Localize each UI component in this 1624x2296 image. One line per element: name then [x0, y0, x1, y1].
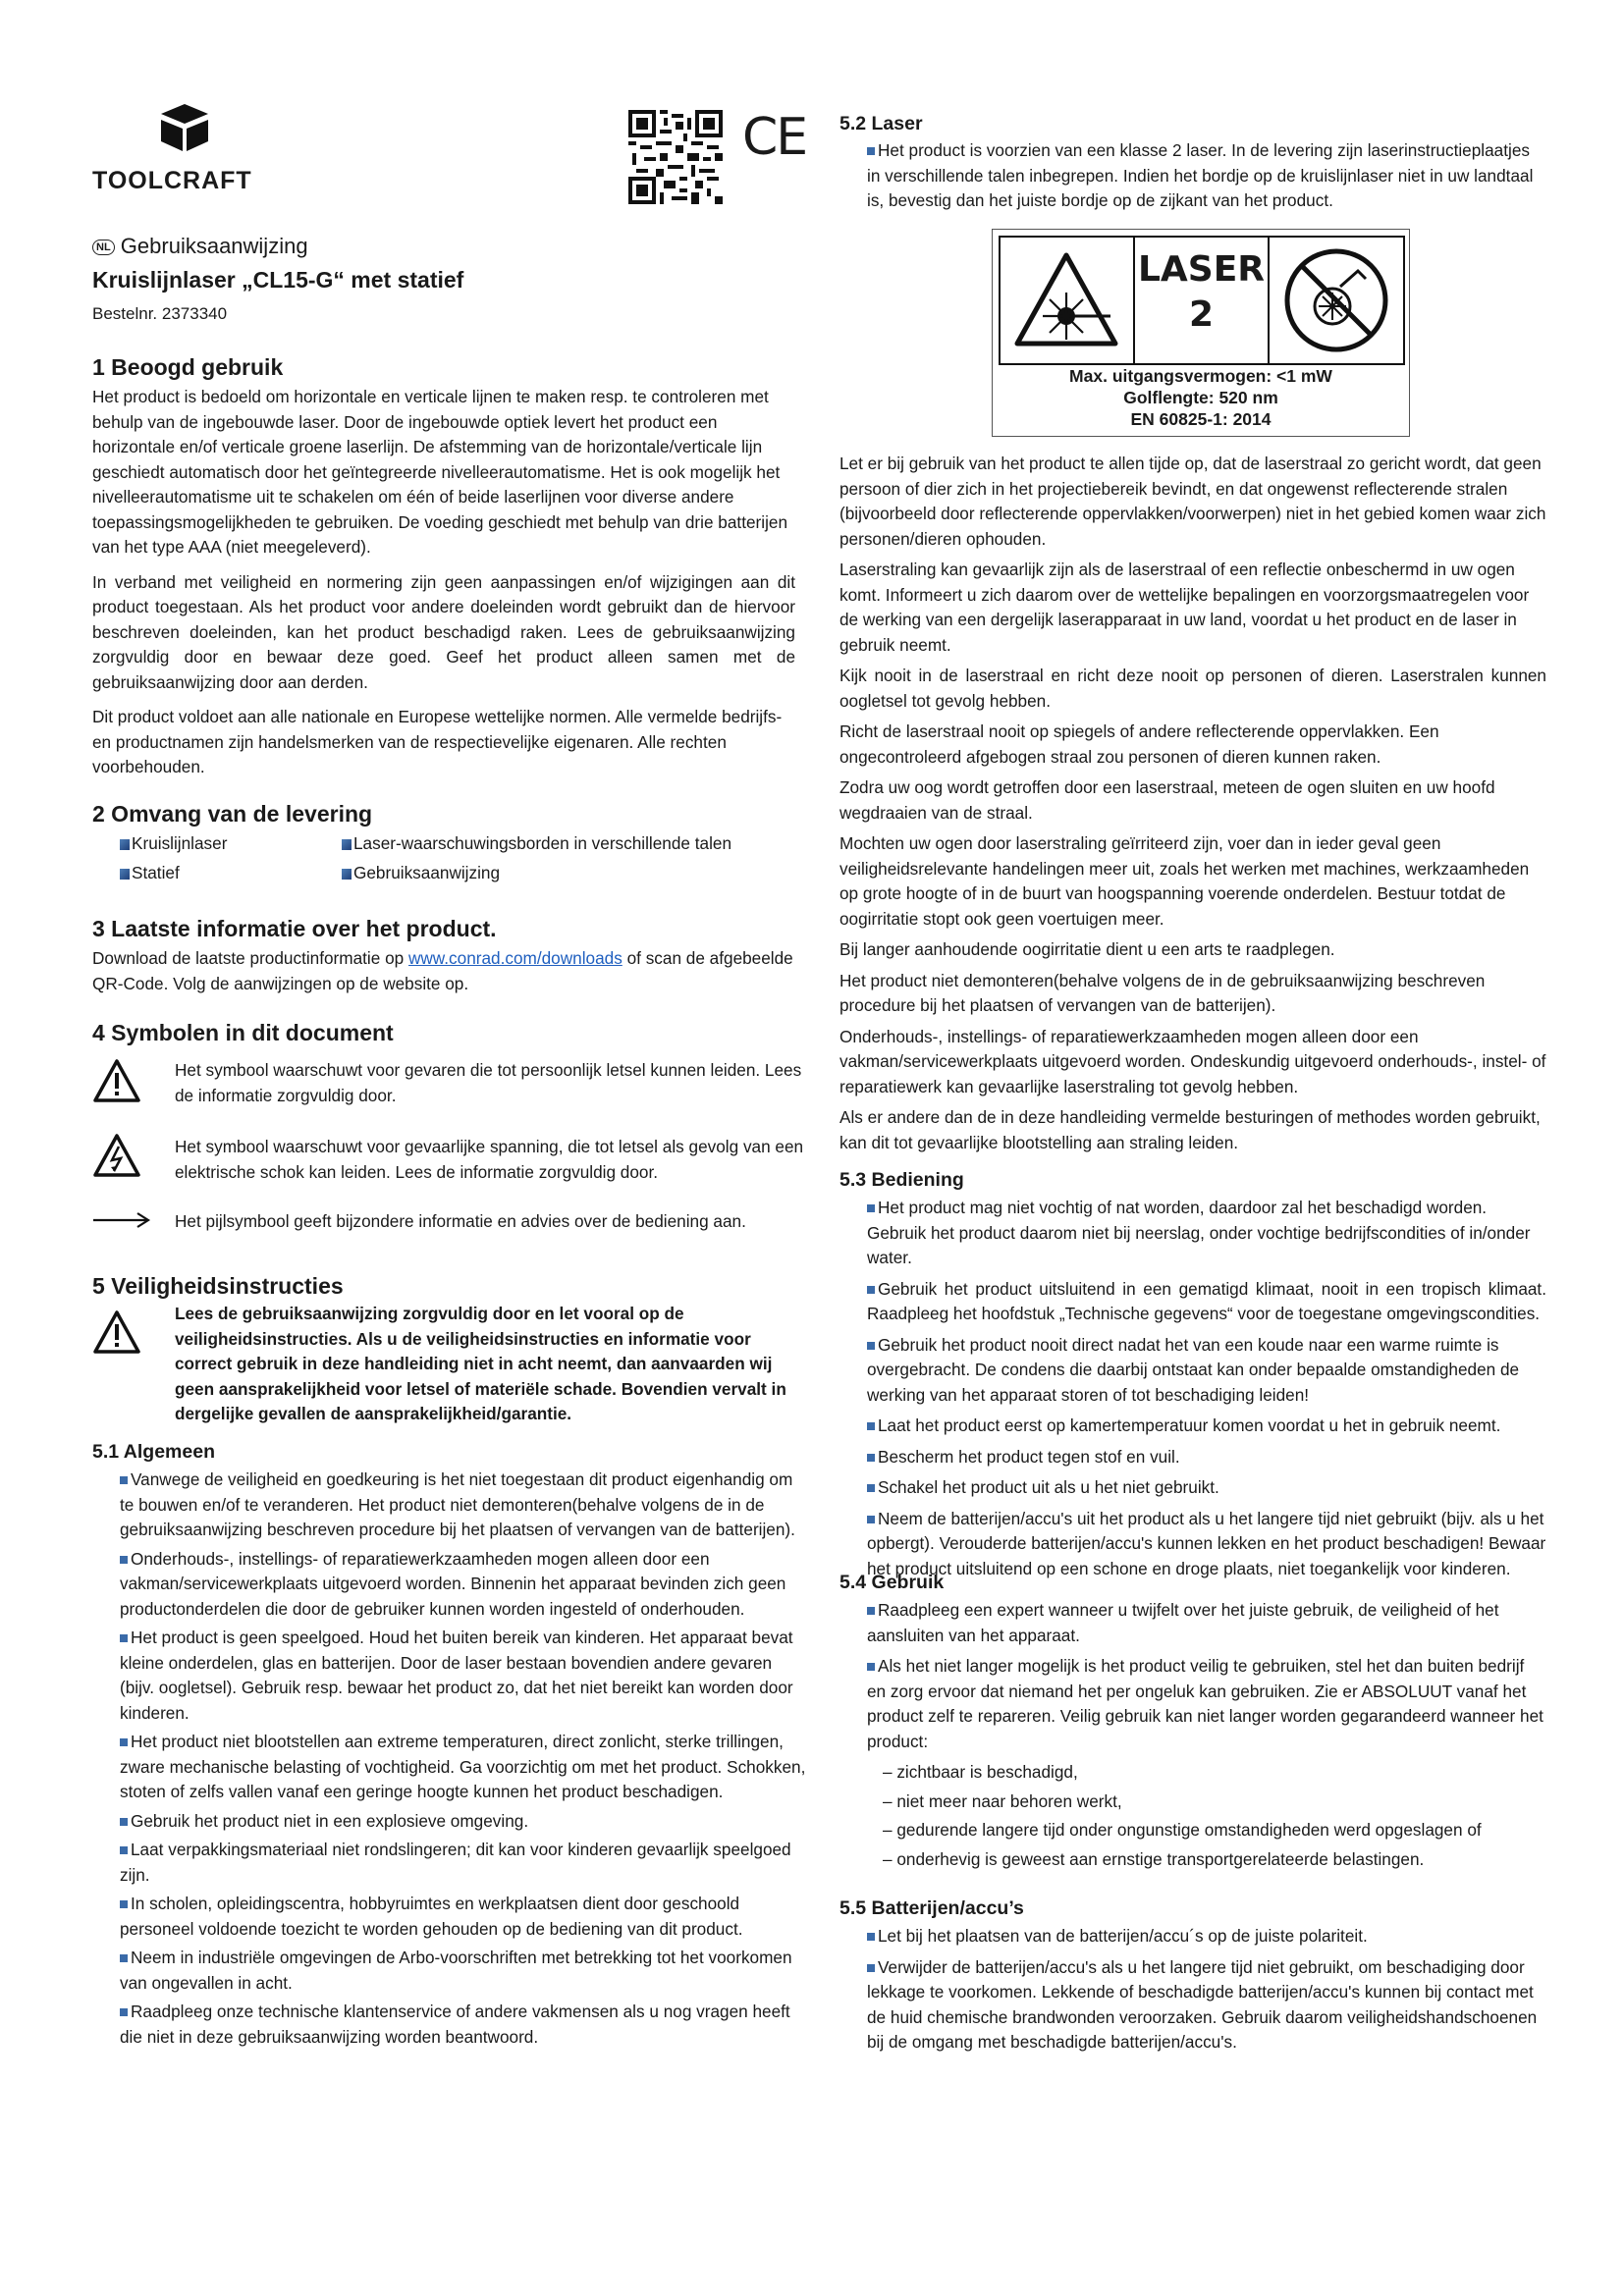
bullet-icon	[867, 1516, 875, 1523]
warning-triangle-icon	[92, 1309, 141, 1360]
section-5-5-heading: 5.5 Batterijen/accu’s	[839, 1897, 1024, 1919]
brand-name: TOOLCRAFT	[92, 167, 252, 194]
arrow-right-icon	[92, 1211, 151, 1234]
doc-type-line	[92, 234, 308, 259]
bullet-icon	[867, 1286, 875, 1294]
bullet-icon	[120, 869, 130, 880]
bullet-icon	[867, 1663, 875, 1671]
delivery-item: Gebruiksaanwijzing	[342, 861, 500, 886]
laser-para: Let er bij gebruik van het product te allen tijde op, dat de laserstraal zo gericht wordt, dat geen persoon of dier zich in het projectiebereik bevindt, en dat ongewenst reflecterende stralen (bijvoorbeeld door reflecterende oppervlakken/voorwerpen) niet in het gebied komen waar zich personen/dieren ophouden.	[839, 454, 1546, 549]
symbol-1-text: Het symbool waarschuwt voor gevaren die tot persoonlijk letsel kunnen leiden. Lees de informatie zorgvuldig door.	[175, 1060, 802, 1105]
electric-shock-icon	[92, 1133, 141, 1183]
list-item: Verwijder de batterijen/accu's als u het langere tijd niet gebruikt, om beschadiging door lekkage te voorkomen. Lekkende of beschadigde batterijen/accu's kunnen bij contact met de huid chemische brandwonden veroorzaken. Gebruik daarom veiligheidshandschoenen bij de omgang met beschadigde batterijen/accu's.	[867, 1956, 1538, 2052]
wavelength: Golflengte: 520 nm	[1123, 388, 1278, 407]
page-title: Kruislijnlaser „CL15-G“ met statief	[92, 267, 464, 293]
laser-intro: Het product is voorzien van een klasse 2 laser. In de levering zijn laserinstructieplaatjes in verschillende talen inbegrepen. Indien het bordje op de kruislijnlaser niet in uw landtaal is, bevestig dan het juiste bordje op de zijkant van het product.	[867, 140, 1534, 210]
list-item: Gebruik het product uitsluitend in een gematigd klimaat, nooit in een tropisch klimaat. Raadpleeg het hoofdstuk „Technische gegevens“ voor de toegestane omgevingscondities.	[867, 1278, 1546, 1323]
bullet-icon	[867, 1342, 875, 1350]
sub-item: – onderhevig is geweest aan ernstige transportgerelateerde belastingen.	[883, 1848, 1425, 1869]
list-item: Als het niet langer mogelijk is het product veilig te gebruiken, stel het dan buiten bedrijf en zorg ervoor dat niemand het per ongeluk kan gebruiken. Zie er ABSOLUUT vanaf het product zelf te repareren. Veilig gebruik kan niet langer worden gegarandeerd wanneer het product:	[867, 1656, 1543, 1751]
bullet-icon	[342, 869, 352, 880]
label-icon-row	[999, 236, 1405, 365]
section-2-heading: 2 Omvang van de levering	[92, 801, 373, 827]
section-5-5-list	[867, 1924, 1546, 2056]
list-item: Gebruik het product niet in een explosieve omgeving.	[120, 1809, 809, 1835]
sub-item: – gedurende langere tijd onder ongunstige omstandigheden werd opgeslagen of	[883, 1820, 1482, 1840]
bullet-icon	[867, 147, 875, 155]
bullet-icon	[867, 1964, 875, 1972]
list-item: Het product niet blootstellen aan extreme temperaturen, direct zonlicht, sterke trillingen, zware mechanische belasting of vochtigheid. Ga voorzichtig om met het product. Schokken, stoten of zelfs vallen vanaf een geringe hoogte kunnen het product beschadigen.	[120, 1732, 806, 1801]
section-1-para: Het product is bedoeld om horizontale en verticale lijnen te maken resp. te controleren met behulp van de ingebouwde laser. Door de ingebouwde optiek levert het product een horizontale en/of verticale groene laserlijn. De afstemming van de horizontale/verticale lijn geschiedt automatisch door het geïntegreerde nivelleerautomatisme. Het is ook mogelijk het nivelleerautomatisme uit te schakelen om één of beide laserlijnen voor diverse andere toepassingsmogelijkheden te gebruiken. De voeding geschiedt met behulp van drie batterijen van het type AAA (niet meegeleverd).	[92, 387, 788, 557]
list-item: Neem de batterijen/accu's uit het product als u het langere tijd niet gebruikt (bijv. als u het opbergt). Verouderde batterijen/accu's kunnen lekken en het product beschadigen! Bewaar het product uitsluitend op een schone en droge plaats, niet toegankelijk voor kinderen.	[867, 1508, 1546, 1578]
max-output-power: Max. uitgangsvermogen: <1 mW	[1069, 366, 1332, 386]
bullet-icon	[120, 1846, 128, 1854]
toolcraft-logo	[157, 102, 212, 158]
qr-code-image	[628, 110, 723, 204]
section-3-heading: 3 Laatste informatie over het product.	[92, 916, 497, 941]
sub-item: – zichtbaar is beschadigd,	[883, 1762, 1078, 1782]
bullet-icon	[120, 1954, 128, 1962]
bullet-icon	[867, 1607, 875, 1615]
section-1-para: In verband met veiligheid en normering zijn geen aanpassingen en/of wijzigingen aan dit product toegestaan. Als het product voor andere doeleinden wordt gebruikt dan de hiervoor beschreven doeleinden, kan het product beschadigd raken. Lees de gebruiksaanwijzing zorgvuldig door en bewaar deze goed. Geef het product alleen samen met de gebruiksaanwijzing door aan derden.	[92, 571, 795, 692]
laser-para: Bij langer aanhoudende oogirritatie dient u een arts te raadplegen.	[839, 939, 1335, 959]
section-5-4-heading: 5.4 Gebruik	[839, 1572, 945, 1593]
section-5-4-list	[867, 1598, 1546, 1872]
section-5-1-list	[120, 1468, 809, 2050]
section-5-2-heading: 5.2 Laser	[839, 113, 923, 134]
section-1-para: Dit product voldoet aan alle nationale en Europese wettelijke normen. Alle vermelde bedrijfs- en productnamen zijn handelsmerken van de respectievelijke eigenaren. Alle rechten voorbehouden.	[92, 707, 783, 776]
laser-para: Kijk nooit in de laserstraal en richt deze nooit op personen of dieren. Laserstralen kunnen oogletsel tot gevolg hebben.	[839, 666, 1546, 711]
list-item: Raadpleeg onze technische klantenservice of andere vakmensen als u nog vragen heeft die niet in deze gebruiksaanwijzing worden beantwoord.	[120, 2002, 790, 2047]
list-item: Bescherm het product tegen stof en vuil.	[867, 1445, 1546, 1470]
bullet-icon	[120, 1900, 128, 1908]
list-item: Onderhouds-, instellings- of reparatiewerkzaamheden mogen alleen door een vakman/servicewerkplaats uitgevoerd worden. Binnenin het apparaat bevinden zich geen productonderdelen die door de gebruiker kunnen worden ingesteld of onderhouden.	[120, 1548, 786, 1619]
bullet-icon	[120, 839, 130, 850]
section-5-3-heading: 5.3 Bediening	[839, 1169, 964, 1191]
delivery-item: Laser-waarschuwingsborden in verschillende talen	[342, 831, 731, 857]
list-item: In scholen, opleidingscentra, hobbyruimtes en werkplaatsen dient door geschoold personeel voldoende toezicht te worden gehouden op de bediening van dit product.	[120, 1894, 743, 1939]
downloads-link[interactable]: www.conrad.com/downloads	[407, 948, 623, 968]
delivery-item: Statief	[120, 861, 180, 886]
laser-para: Het product niet demonteren(behalve volgens de in de gebruiksaanwijzing beschreven procedure bij het plaatsen of vervangen van de batterijen).	[839, 970, 1486, 1015]
list-item: Laat het product eerst op kamertemperatuur komen voordat u het in gebruik neemt.	[867, 1414, 1546, 1439]
list-item: Gebruik het product nooit direct nadat het van een koude naar een warme ruimte is overgebracht. De condens die daarbij ontstaat kan onder bepaalde omstandigheden de werking van het apparaat storen of tot beschadiging leiden!	[867, 1334, 1520, 1405]
laser-word: LASER	[1137, 249, 1266, 290]
symbol-3-text: Het pijlsymbool geeft bijzondere informatie en advies over de bediening aan.	[175, 1211, 746, 1231]
qr-code[interactable]	[628, 110, 723, 209]
delivery-item: Kruislijnlaser	[120, 831, 227, 857]
list-item: Neem in industriële omgevingen de Arbo-voorschriften met betrekking tot het voorkomen van ongevallen in acht.	[120, 1948, 792, 1993]
laser-class-number: 2	[1188, 294, 1215, 335]
laser-para: Zodra uw oog wordt getroffen door een laserstraal, meteen de ogen sluiten en uw hoofd wegdraaien van de straal.	[839, 777, 1495, 823]
order-number: Bestelnr. 2373340	[92, 304, 228, 323]
laser-class-text	[1135, 238, 1270, 363]
laser-paragraphs	[839, 452, 1546, 1155]
standard: EN 60825-1: 2014	[1130, 409, 1272, 429]
bullet-icon	[120, 2008, 128, 2016]
sub-item: – niet meer naar behoren werkt,	[883, 1790, 1122, 1811]
doc-type: Gebruiksaanwijzing	[120, 234, 308, 258]
laser-para: Onderhouds-, instellings- of reparatiewerkzaamheden mogen alleen door een vakman/servicewerkplaats uitgevoerd worden. Ondeskundig uitgevoerd onderhouds-, instel- of reparatiewerk kan gevaarlijke laserstraling tot gevolg hebben.	[839, 1026, 1546, 1096]
section-5-heading: 5 Veiligheidsinstructies	[92, 1273, 344, 1299]
laser-para: Mochten uw ogen door laserstraling geïrriteerd zijn, voer dan in ieder geval geen veiligheidsrelevante handelingen meer uit, zoals het werken met machines, werkzaamheden op grote hoogte of in de buurt van hoogspanning voerende onderdelen. Bestuur totdat de oogirritatie stopt ook geen voertuigen meer.	[839, 833, 1530, 929]
bullet-icon	[867, 1484, 875, 1492]
safety-intro: Lees de gebruiksaanwijzing zorgvuldig door en let vooral op de veiligheidsinstructies. Als u de veiligheidsinstructies en informatie voor correct gebruik in deze handleiding niet in acht neemt, dan aanvaarden wij geen aansprakelijkheid voor letsel of materiële schade. Bovendien vervalt in dergelijke gevallen de aansprakelijkheid/garantie.	[175, 1304, 786, 1423]
bullet-icon	[120, 1738, 128, 1746]
bullet-icon	[867, 1204, 875, 1212]
bullet-icon	[867, 1454, 875, 1462]
list-item: Vanwege de veiligheid en goedkeuring is het niet toegestaan dit product eigenhandig om te bouwen en/of te veranderen. Het product niet demonteren(behalve volgens de in de gebruiksaanwijzing beschreven procedure bij het plaatsen of vervangen van de batterijen).	[120, 1469, 795, 1539]
list-item: Raadpleeg een expert wanneer u twijfelt over het juiste gebruik, de veiligheid of het aansluiten van het apparaat.	[867, 1600, 1499, 1645]
bullet-icon	[867, 1933, 875, 1941]
laser-para: Richt de laserstraal nooit op spiegels of andere reflecterende oppervlakken. Een ongecontroleerd afgebogen straal zou personen of dieren kunnen raken.	[839, 721, 1439, 767]
section-4-heading: 4 Symbolen in dit document	[92, 1020, 394, 1045]
section-5-1-heading: 5.1 Algemeen	[92, 1441, 215, 1463]
symbol-2-text: Het symbool waarschuwt voor gevaarlijke spanning, die tot letsel als gevolg van een elektrische schok kan leiden. Lees de informatie zorgvuldig door.	[175, 1137, 804, 1182]
list-item: Let bij het plaatsen van de batterijen/accu´s op de juiste polariteit.	[867, 1924, 1546, 1949]
bullet-icon	[120, 1634, 128, 1642]
section-1-body	[92, 385, 795, 780]
list-item: Schakel het product uit als u het niet gebruikt.	[867, 1475, 1546, 1501]
bullet-icon	[342, 839, 352, 850]
laser-para: Als er andere dan de in deze handleiding vermelde besturingen of methodes worden gebruikt, kan dit tot gevaarlijke blootstelling aan straling leiden.	[839, 1107, 1541, 1152]
list-item: Het product is geen speelgoed. Houd het buiten bereik van kinderen. Het apparaat bevat kleine onderdelen, glas en batterijen. Door de laser bestaan bovendien andere gevaren (bijv. oogletsel). Gebruik resp. bewaar het product zo, dat het niet bereikt kan worden door kinderen.	[120, 1628, 793, 1723]
bullet-icon	[120, 1476, 128, 1484]
list-item: Laat verpakkingsmateriaal niet rondslingeren; dit kan voor kinderen gevaarlijk speelgoed zijn.	[120, 1840, 791, 1885]
section-5-3-list	[867, 1196, 1546, 1581]
ce-mark: CE	[742, 108, 807, 167]
section-3-body: Download de laatste productinformatie op www.conrad.com/downloads of scan de afgebeelde QR-Code. Volg de aanwijzingen op de website op.	[92, 948, 793, 993]
list-item: Het product mag niet vochtig of nat worden, daardoor zal het beschadigd worden. Gebruik het product daarom niet bij neerslag, onder vochtige bedrijfscondities of in/onder water.	[867, 1198, 1531, 1267]
laser-hazard-icon	[1001, 238, 1135, 363]
bullet-icon	[867, 1422, 875, 1430]
bullet-icon	[120, 1556, 128, 1564]
laser-para: Laserstraling kan gevaarlijk zijn als de laserstraal of een reflectie onbeschermd in uw ogen komt. Informeert u zich daarom over de wettelijke bepalingen en voorzorgsmaatregelen voor de werking van een dergelijk laserapparaat in uw land, voordat u het product en de laser in gebruik neemt.	[839, 560, 1530, 655]
no-stare-into-beam-icon	[1270, 238, 1403, 363]
language-badge: NL	[92, 240, 115, 255]
warning-triangle-icon	[92, 1058, 141, 1108]
toolcraft-logo-mark	[157, 102, 212, 153]
bullet-icon	[120, 1818, 128, 1826]
laser-warning-label	[992, 229, 1410, 437]
section-1-heading: 1 Beoogd gebruik	[92, 354, 284, 380]
label-specs	[993, 365, 1409, 430]
